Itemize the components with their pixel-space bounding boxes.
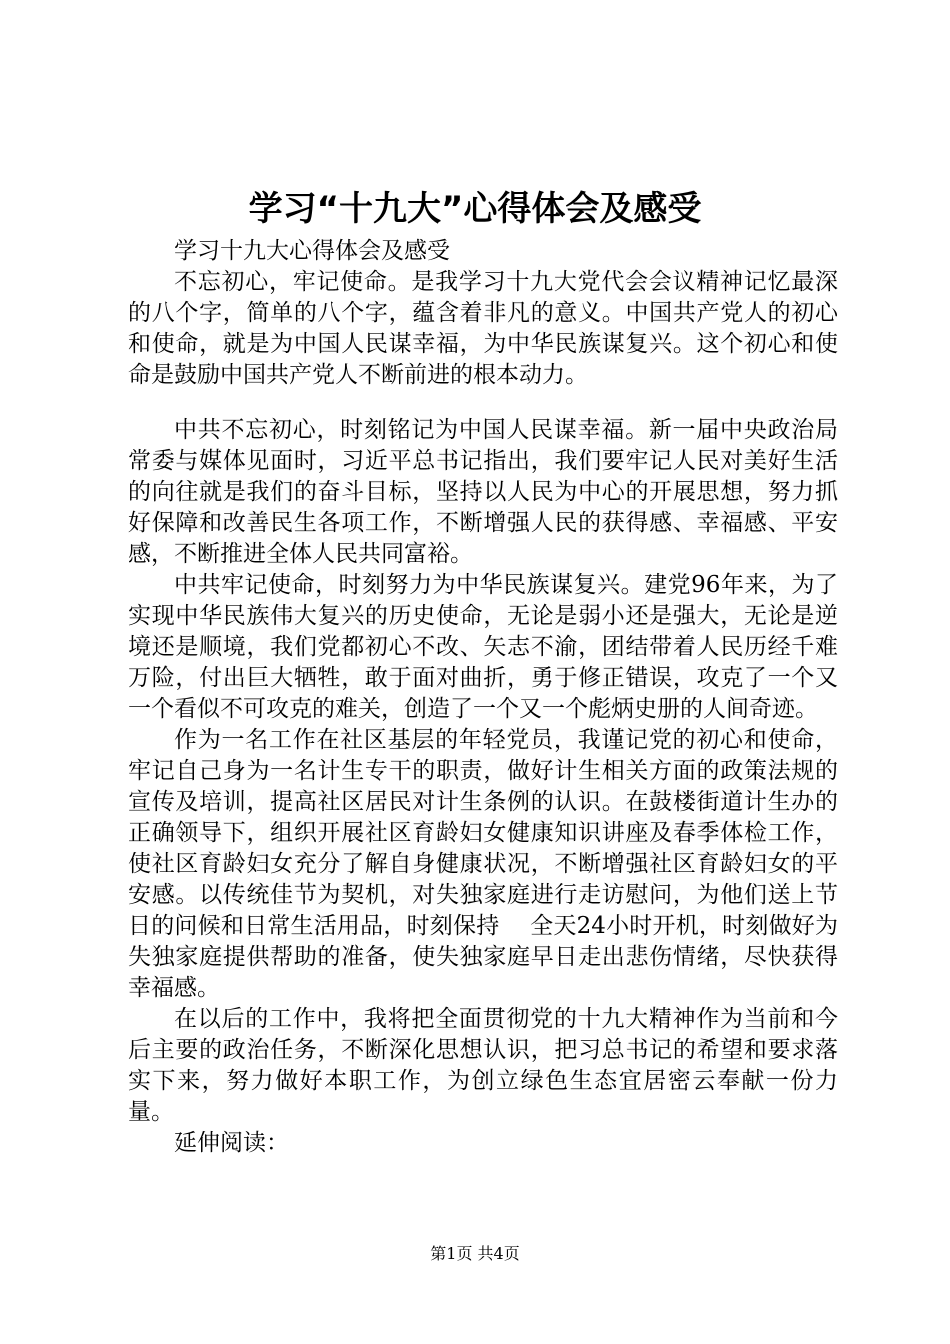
body-paragraph-1: 不忘初心，牢记使命。是我学习十九大党代会会议精神记忆最深的八个字，简单的八个字，蕴含着非凡的意义。中国共产党人的初心和使命，就是为中国人民谋幸福，为中华民族谋复兴。这个初心和使命是鼓励中国共产党人不断前进的根本动力。 [128, 269, 838, 388]
body-paragraph-2: 中共不忘初心，时刻铭记为中国人民谋幸福。新一届中央政治局常委与媒体见面时，习近平总书记指出，我们要牢记人民对美好生活的向往就是我们的奋斗目标，坚持以人民为中心的开展思想，努力抓好保障和改善民生各项工作，不断增强人民的获得感、幸福感、平安感，不断推进全体人民共同富裕。 [128, 417, 838, 567]
body-paragraph-3: 中共牢记使命，时刻努力为中华民族谋复兴。建党96年来，为了实现中华民族伟大复兴的历史使命，无论是弱小还是强大，无论是逆境还是顺境，我们党都初心不改、矢志不渝，团结带着人民历经千难万险，付出巨大牺牲，敢于面对曲折，勇于修正错误，攻克了一个又一个看似不可攻克的难关，创造了一个又一个彪炳史册的人间奇迹。 [128, 572, 838, 722]
extended-reading-label: 延伸阅读： [174, 1130, 289, 1156]
document-title: 学习“十九大”心得体会及感受 [248, 189, 702, 229]
document-body [128, 236, 838, 1159]
page-footer: 第1页 共4页 [430, 1244, 520, 1263]
body-paragraph-5: 在以后的工作中，我将把全面贯彻党的十九大精神作为当前和今后主要的政治任务，不断深化思想认识，把习总书记的希望和要求落实下来，努力做好本职工作，为创立绿色生态宜居密云奉献一份力量。 [128, 1006, 838, 1125]
subtitle-paragraph: 学习十九大心得体会及感受 [174, 238, 450, 264]
body-paragraph-4: 作为一名工作在社区基层的年轻党员，我谨记党的初心和使命，牢记自己身为一名计生专干的职责，做好计生相关方面的政策法规的宣传及培训，提高社区居民对计生条例的认识。在鼓楼街道计生办的正确领导下，组织开展社区育龄妇女健康知识讲座及春季体检工作，使社区育龄妇女充分了解自身健康状况，不断增强社区育龄妇女的平安感。以传统佳节为契机，对失独家庭进行走访慰问，为他们送上节日的问候和日常生活用品，时刻保持 全天24小时开机，时刻做好为失独家庭提供帮助的准备，使失独家庭早日走出悲伤情绪，尽快获得幸福感。 [128, 727, 838, 1001]
